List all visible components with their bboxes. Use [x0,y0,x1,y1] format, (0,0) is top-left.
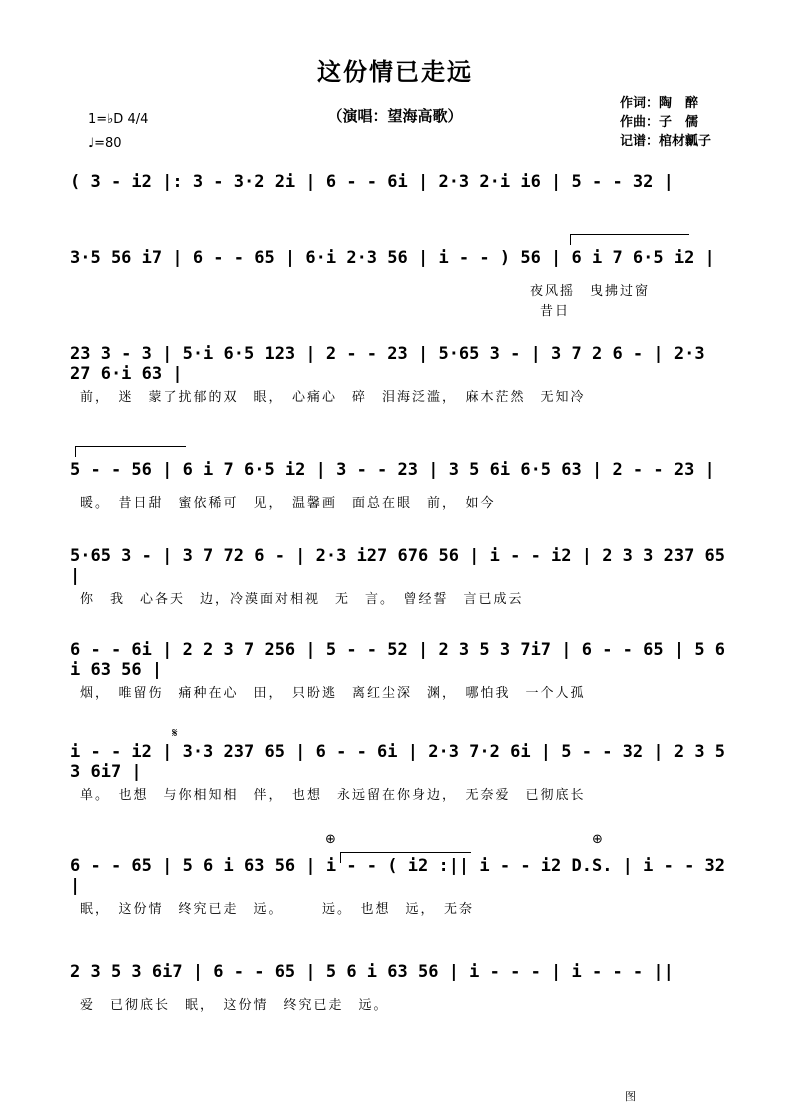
notation-line: 5 - - 56 | 6 i 7 6·5 i2 | 3 - - 23 | 3 5 6i 6·5 63 | 2 - - 23 | [70,460,715,480]
notation-line: ( 3 - i2 |: 3 - 3·2 2i | 6 - - 6i | 2·3 2·i i6 | 5 - - 32 | [70,172,674,192]
footer-mark: 图 [625,1090,636,1103]
segno-icon: 𝄋 [172,726,178,741]
notation-line: 6 - - 6i | 2 2 3 7 256 | 5 - - 52 | 2 3 5 3 7i7 | 6 - - 65 | 5 6 i 63 56 | [70,640,726,680]
key-signature: 1=♭D 4/4 [88,112,149,127]
lyric-line: 单。 也想 与你相知相 伴， 也想 永远留在你身边， 无奈爱 已彻底长 [80,788,586,803]
song-title: 这份情已走远 [317,58,473,86]
notation-line: 3·5 56 i7 | 6 - - 65 | 6·i 2·3 56 | i - - ) 56 | 6 i 7 6·5 i2 | [70,248,715,268]
notation-line: i - - i2 | 3·3 237 65 | 6 - - 6i | 2·3 7·2 6i | 5 - - 32 | 2 3 5 3 6i7 | [70,742,726,782]
lyric-line: 暖。 昔日甜 蜜依稀可 见， 温馨画 面总在眼 前， 如今 [80,496,496,511]
composer-credit: 作曲：子 儒 [620,115,699,130]
lyric-line: 烟， 唯留伤 痛种在心 田， 只盼逃 离红尘深 渊， 哪怕我 一个人孤 [80,686,586,701]
lyric-line: 你 我 心各天 边，冷漠面对相视 无 言。 曾经誓 言已成云 [80,592,524,607]
song-subtitle: （演唱：望海高歌） [327,107,463,125]
transcriber-credit: 记谱：棺材瓤子 [620,134,712,149]
notation-line: 23 3 - 3 | 5·i 6·5 123 | 2 - - 23 | 5·65 3 - | 3 7 2 6 - | 2·3 27 6·i 63 | [70,344,705,384]
tempo-marking: ♩=80 [88,136,122,151]
lyricist-credit: 作词：陶 醉 [620,96,699,111]
notation-line: 5·65 3 - | 3 7 72 6 - | 2·3 i27 676 56 | i - - i2 | 2 3 3 237 65 | [70,546,726,586]
lyric-line: 眠， 这份情 终究已走 远。 远。 也想 远， 无奈 [80,902,475,917]
notation-line: 6 - - 65 | 5 6 i 63 56 | i - - ( i2 :|| i - - i2 D.S. | i - - 32 | [70,856,726,896]
lyric-line-alt: 昔日 [540,304,571,319]
lyric-line: 爱 已彻底长 眠， 这份情 终究已走 远。 [80,998,389,1013]
lyric-line: 前， 迷 蒙了扰郁的双 眼， 心痛心 碎 泪海泛滥， 麻木茫然 无知冷 [80,390,586,405]
notation-line: 2 3 5 3 6i7 | 6 - - 65 | 5 6 i 63 56 | i - - - | i - - - || [70,962,674,982]
coda-icon: ⊕ [592,832,603,847]
coda-icon: ⊕ [325,832,336,847]
lyric-line: 夜风摇 曳拂过窗 [530,284,651,299]
